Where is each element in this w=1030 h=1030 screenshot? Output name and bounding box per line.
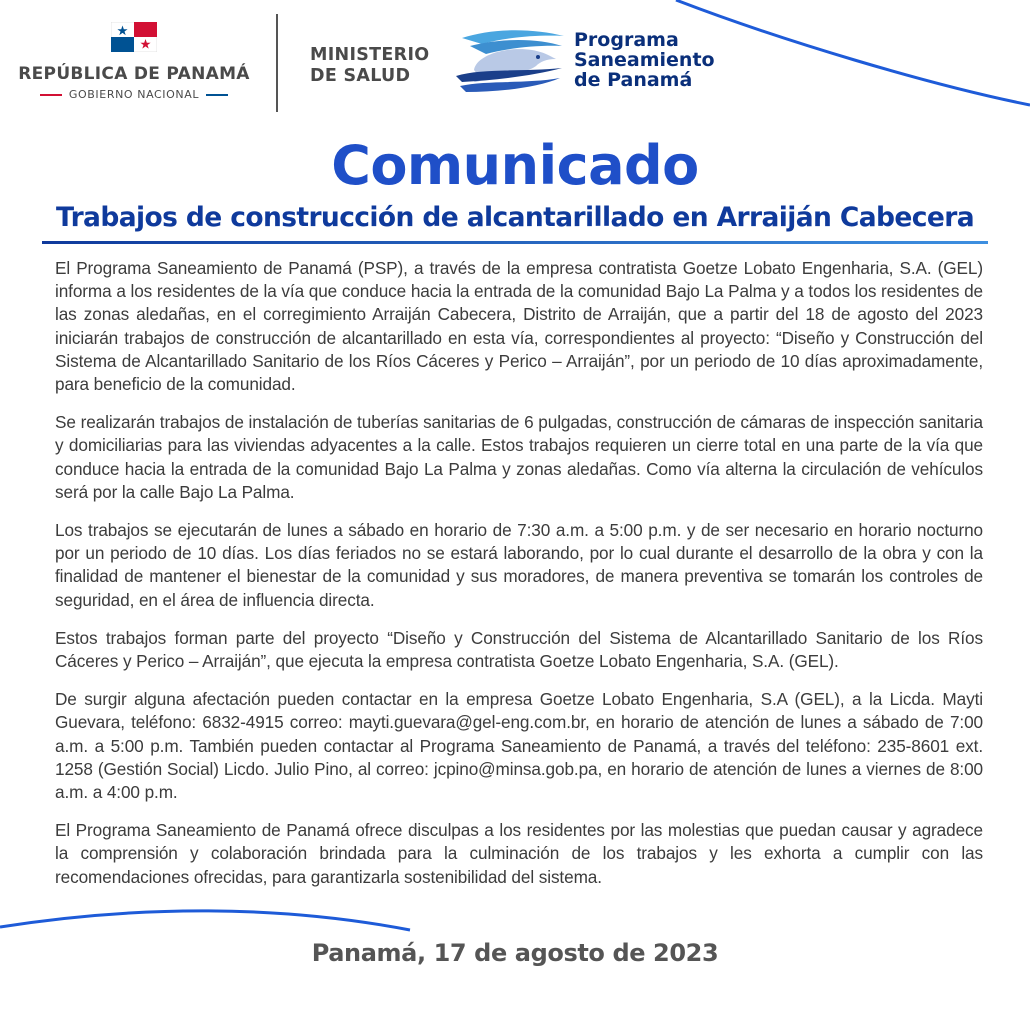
page-title: Comunicado xyxy=(331,134,699,197)
header xyxy=(0,0,1030,120)
program-logo-text xyxy=(574,30,715,90)
government-subtitle-row xyxy=(14,88,254,101)
government-title: REPÚBLICA DE PANAMÁ xyxy=(18,64,250,84)
divider-blue xyxy=(206,94,228,96)
panama-flag-icon xyxy=(111,22,157,52)
government-logo xyxy=(14,22,254,101)
dolphin-logo-icon xyxy=(452,26,566,96)
title-underline xyxy=(42,241,988,244)
program-line-2: Saneamiento xyxy=(574,49,715,71)
paragraph-schedule: Los trabajos se ejecutarán de lunes a sábado en horario de 7:30 a.m. a 5:00 p.m. y de ser necesario en horario nocturno por un periodo de 10 días. Los días feriados no se estará laborando, por lo cual durante el desarrollo de la obra y con la finalidad de mantener el bienestar de la comunidad y sus moradores, de manera preventiva se tomarán los controles de seguridad, en el área de influencia directa. xyxy=(55,520,983,610)
divider-red xyxy=(40,94,62,96)
ministry-logo-text xyxy=(310,45,429,87)
program-line-3: de Panamá xyxy=(574,69,693,91)
body-content xyxy=(55,257,983,904)
government-subtitle: GOBIERNO NACIONAL xyxy=(68,88,200,101)
paragraph-apology: El Programa Saneamiento de Panamá ofrece disculpas a los residentes por las molestias que puedan causar y agradece la comprensión y colaboración brindada para la culminación de los trabajos y les exhorta a cumplir con las recomendaciones ofrecidas, para garantizarla sostenibilidad del sistema. xyxy=(55,820,983,887)
ministry-line-1: MINISTERIO xyxy=(310,45,430,65)
page-subtitle: Trabajos de construcción de alcantarillado en Arraiján Cabecera xyxy=(56,202,974,233)
paragraph-contact: De surgir alguna afectación pueden contactar en la empresa Goetze Lobato Engenharia, S.A (GEL), a la Licda. Mayti Guevara, teléfono: 6832-4915 correo: mayti.guevara@gel-eng.com.br, en horario de atención de lunes a sábado de 7:00 a.m. a 5:00 p.m. También pueden contactar al Programa Saneamiento de Panamá, a través del teléfono: 235-8601 ext. 1258 (Gestión Social) Licdo. Julio Pino, al correo: jcpino@minsa.gob.pa, en horario de atención de lunes a viernes de 8:00 a.m. a 4:00 p.m. xyxy=(55,689,983,803)
paragraph-project: Estos trabajos forman parte del proyecto “Diseño y Construcción del Sistema de Alcantarillado Sanitario de los Ríos Cáceres y Perico – Arraiján”, que ejecuta la empresa contratista Goetze Lobato Engenharia, S.A. (GEL). xyxy=(55,627,983,672)
date-line: Panamá, 17 de agosto de 2023 xyxy=(311,939,719,967)
paragraph-works: Se realizarán trabajos de instalación de tuberías sanitarias de 6 pulgadas, construcción de cámaras de inspección sanitaria y domiciliarias para las viviendas adyacentes a la calle. Estos trabajos requieren un cierre total en una parte de la vía que conduce hacia la entrada de la comunidad Bajo La Palma y zonas aledañas. Como vía alterna la circulación de vehículos será por la calle Bajo La Palma. xyxy=(55,412,983,502)
ministry-line-2: DE SALUD xyxy=(310,66,411,86)
header-divider xyxy=(276,14,278,112)
program-line-1: Programa xyxy=(574,29,679,51)
paragraph-intro: El Programa Saneamiento de Panamá (PSP), a través de la empresa contratista Goetze Lobato Engenharia, S.A. (GEL) informa a los residentes de la vía que conduce hacia la entrada de la comunidad Bajo La Palma y a todos los residentes de las zonas aledañas, en el corregimiento Arraiján Cabecera, Distrito de Arraiján, que a partir del 18 de agosto del 2023 iniciarán trabajos de construcción de alcantarillado en esta vía, correspondientes al proyecto: “Diseño y Construcción del Sistema de Alcantarillado Sanitario de los Ríos Cáceres y Perico – Arraiján”, por un periodo de 10 días aproximadamente, para beneficio de la comunidad. xyxy=(55,258,983,395)
